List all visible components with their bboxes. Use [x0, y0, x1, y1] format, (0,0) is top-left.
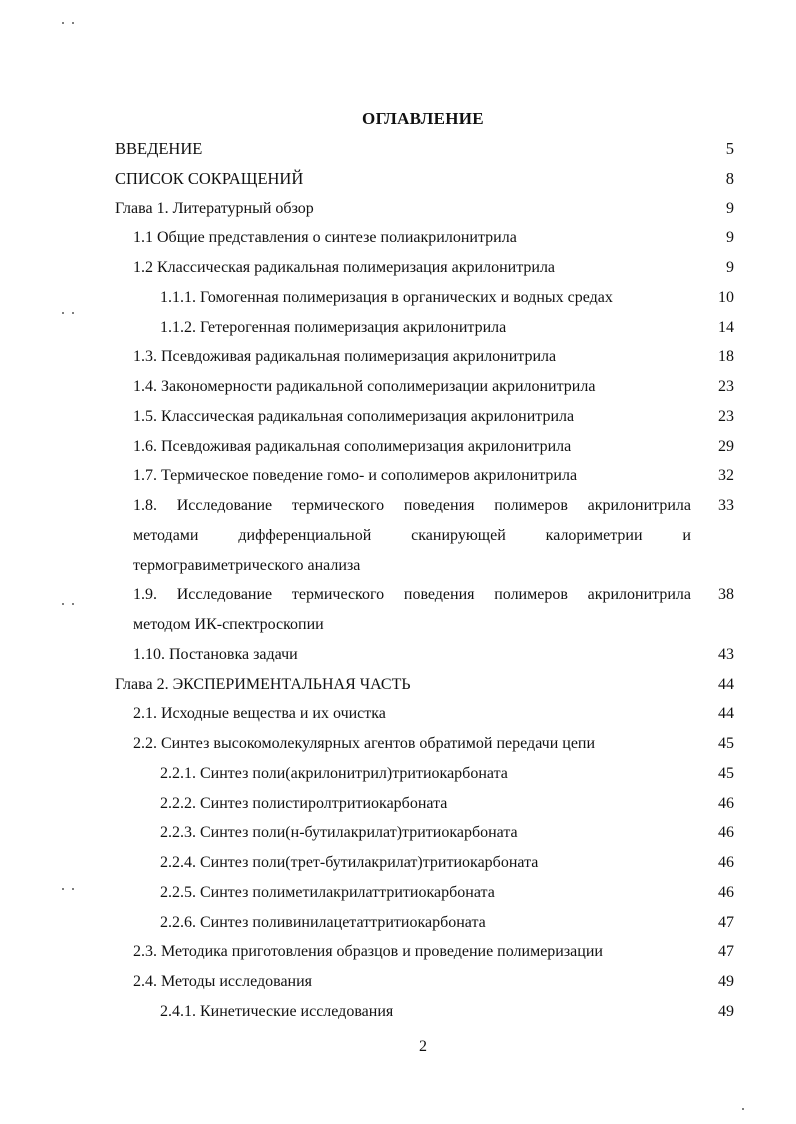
toc-entry-page: 47 [718, 943, 734, 961]
toc-entry-page: 46 [718, 824, 734, 842]
toc-entry-line: методами дифференциальной сканирующей калориметрии и [133, 526, 691, 544]
toc-entry-label: 2.3. Методика приготовления образцов и проведение полимеризации [133, 943, 603, 961]
toc-entry-page: 46 [718, 883, 734, 901]
toc-entry-1-1-2[interactable] [0, 313, 796, 343]
toc-entry-1-5[interactable] [0, 402, 796, 432]
toc-entry-page: 49 [718, 973, 734, 990]
toc-entry-2-2-3[interactable] [0, 818, 796, 848]
toc-entry-label: 2.1. Исходные вещества и их очистка [133, 705, 386, 723]
toc-entry-page: 29 [718, 437, 734, 455]
toc-entry-label: 1.2 Классическая радикальная полимеризация акрилонитрила [133, 259, 556, 276]
toc-entry-page: 38 [718, 586, 734, 604]
toc-entry-page: 44 [718, 705, 734, 723]
toc-entry-abbreviations[interactable] [0, 164, 796, 194]
toc-entry-label: СПИСОК СОКРАЩЕНИЙ [115, 168, 304, 188]
toc-entry-page: 9 [726, 229, 734, 247]
toc-entry-label: 1.1 Общие представления о синтезе полиакрилонитрила [133, 229, 517, 247]
page-title: ОГЛАВЛЕНИЕ [362, 109, 484, 128]
toc-entry-line: 1.9. Исследование термического поведения полимеров акрилонитрила [133, 586, 691, 604]
toc-entry-label: 2.2.6. Синтез поливинилацетаттритиокарбоната [160, 913, 486, 931]
toc-entry-page: 44 [718, 675, 734, 693]
toc-entry-2-1[interactable] [0, 699, 796, 729]
toc-entry-chapter-1[interactable] [0, 194, 796, 224]
toc-entry-1-7[interactable] [0, 461, 796, 491]
toc-entry-page: 23 [718, 378, 734, 395]
toc-entry-page: 47 [718, 913, 734, 931]
toc-entry-label: 2.2.2. Синтез полистиролтритиокарбоната [160, 794, 448, 812]
toc-entry-page: 18 [718, 348, 734, 366]
toc-entry-label: 1.10. Постановка задачи [133, 645, 298, 663]
toc-entry-page: 9 [726, 259, 734, 276]
toc-entry-chapter-2[interactable] [0, 670, 796, 700]
toc-entry-page: 46 [718, 794, 734, 812]
toc-entry-page: 45 [718, 735, 734, 752]
toc-entry-text [133, 491, 691, 580]
toc-entry-text [133, 580, 691, 640]
toc-entry-1-10[interactable] [0, 640, 796, 670]
toc-entry-1-4[interactable] [0, 372, 796, 402]
toc-entry-label: Глава 1. Литературный обзор [115, 199, 314, 217]
toc-entry-page: 9 [726, 199, 734, 217]
toc-entry-page: 8 [725, 168, 734, 188]
toc-entry-label: 2.2.4. Синтез поли(трет-бутилакрилат)тритиокарбоната [160, 854, 539, 871]
toc-entry-1-3[interactable] [0, 342, 796, 372]
toc-entry-page: 5 [725, 139, 734, 158]
toc-entry-page: 32 [718, 467, 734, 485]
scan-speck [742, 1108, 744, 1110]
toc-entry-page: 10 [718, 288, 734, 306]
table-of-contents [0, 134, 796, 1027]
scan-speck [62, 22, 64, 24]
toc-entry-label: 1.3. Псевдоживая радикальная полимеризация акрилонитрила [133, 348, 557, 366]
toc-entry-line: термогравиметрического анализа [133, 556, 361, 574]
toc-entry-2-2-2[interactable] [0, 789, 796, 819]
toc-entry-intro[interactable] [0, 134, 796, 164]
toc-entry-label: 1.1.2. Гетерогенная полимеризация акрилонитрила [160, 318, 507, 336]
toc-entry-page: 49 [718, 1002, 734, 1020]
toc-entry-2-2-5[interactable] [0, 878, 796, 908]
toc-entry-label: Глава 2. ЭКСПЕРИМЕНТАЛЬНАЯ ЧАСТЬ [115, 675, 411, 693]
toc-entry-1-1[interactable] [0, 223, 796, 253]
toc-entry-label: 2.4.1. Кинетические исследования [160, 1002, 394, 1020]
toc-entry-1-9[interactable] [0, 580, 796, 640]
toc-entry-page: 23 [718, 407, 734, 425]
toc-entry-label: ВВЕДЕНИЕ [115, 139, 203, 158]
page-number: 2 [419, 1038, 427, 1055]
toc-entry-line: методом ИК-спектроскопии [133, 616, 324, 633]
toc-entry-2-2[interactable] [0, 729, 796, 759]
toc-entry-label: 2.2.3. Синтез поли(н-бутилакрилат)тритиокарбоната [160, 824, 518, 842]
toc-entry-label: 2.2. Синтез высокомолекулярных агентов обратимой передачи цепи [133, 735, 596, 752]
toc-entry-line: 1.8. Исследование термического поведения полимеров акрилонитрила [133, 497, 691, 514]
toc-entry-label: 1.4. Закономерности радикальной сополимеризации акрилонитрила [133, 378, 596, 395]
scan-speck [72, 22, 74, 24]
toc-entry-2-3[interactable] [0, 937, 796, 967]
toc-entry-page: 14 [718, 318, 734, 336]
toc-entry-label: 2.2.1. Синтез поли(акрилонитрил)тритиокарбоната [160, 764, 508, 782]
toc-entry-1-2[interactable] [0, 253, 796, 283]
toc-entry-page: 33 [718, 497, 734, 514]
toc-entry-page: 43 [718, 645, 734, 663]
toc-entry-2-4-1[interactable] [0, 997, 796, 1027]
toc-entry-2-2-6[interactable] [0, 908, 796, 938]
toc-entry-label: 1.6. Псевдоживая радикальная сополимеризация акрилонитрила [133, 437, 572, 455]
toc-entry-2-2-4[interactable] [0, 848, 796, 878]
toc-entry-1-1-1[interactable] [0, 283, 796, 313]
toc-entry-1-6[interactable] [0, 432, 796, 462]
toc-entry-label: 1.1.1. Гомогенная полимеризация в органических и водных средах [160, 288, 613, 306]
toc-entry-label: 1.7. Термическое поведение гомо- и сополимеров акрилонитрила [133, 467, 578, 485]
toc-entry-2-4[interactable] [0, 967, 796, 997]
toc-entry-label: 2.4. Методы исследования [133, 973, 313, 990]
toc-entry-label: 1.5. Классическая радикальная сополимеризация акрилонитрила [133, 407, 575, 425]
toc-entry-1-8[interactable] [0, 491, 796, 580]
toc-entry-page: 45 [718, 764, 734, 782]
toc-entry-page: 46 [718, 854, 734, 871]
toc-entry-label: 2.2.5. Синтез полиметилакрилаттритиокарбоната [160, 883, 495, 901]
toc-entry-2-2-1[interactable] [0, 759, 796, 789]
